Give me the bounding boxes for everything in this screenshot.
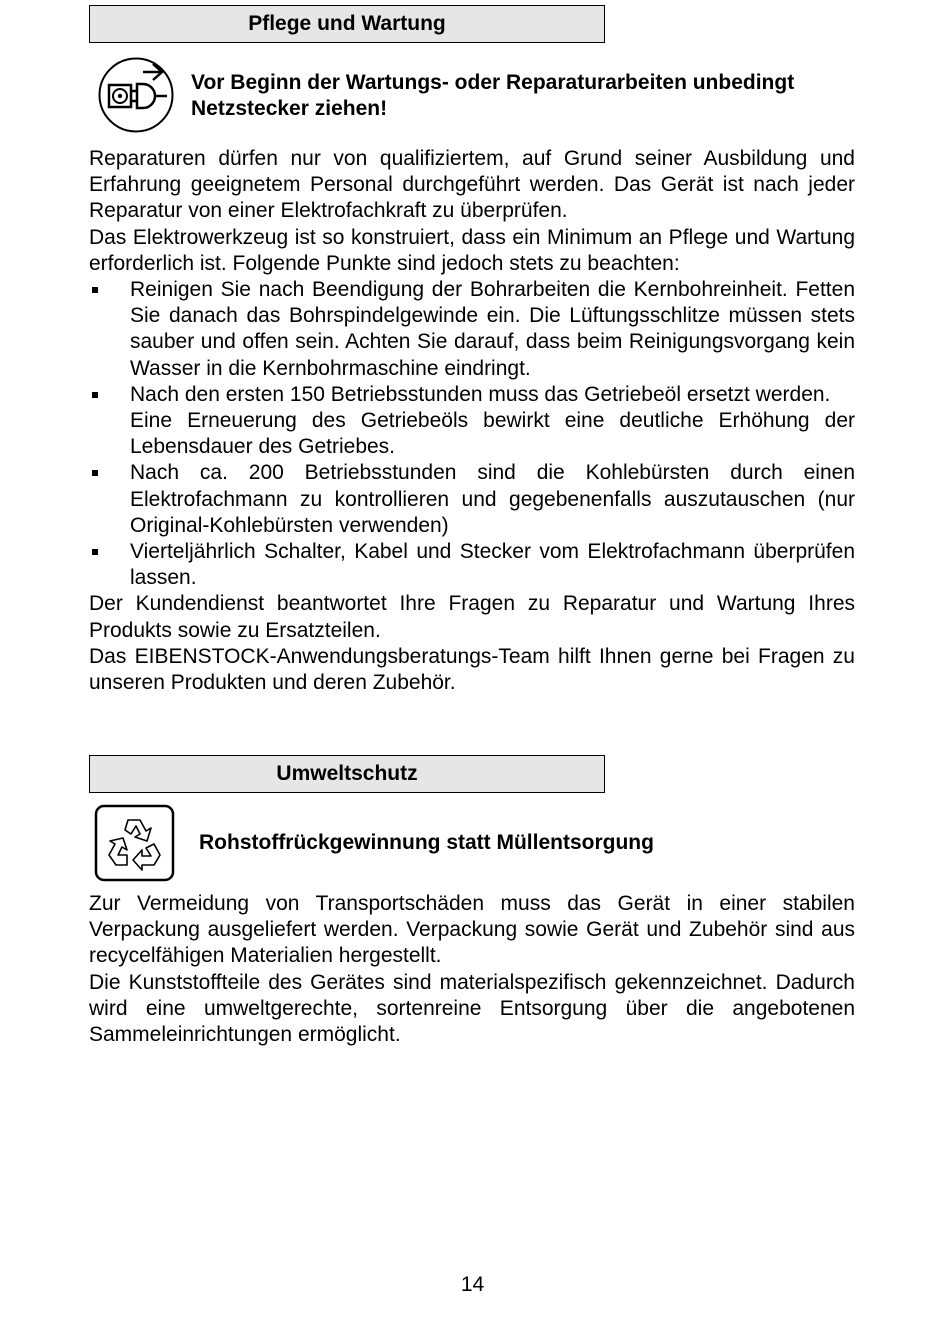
recycle-icon (94, 804, 176, 887)
care-outro-paragraph: Der Kundendienst beantwortet Ihre Fragen zu Reparatur und Wartung Ihres Produkts sowie zu Ersatzteilen. (89, 592, 855, 642)
environment-body (89, 891, 855, 1048)
list-item (89, 460, 855, 539)
care-outro-paragraph: Das EIBENSTOCK-Anwendungsberatungs-Team hilft Ihnen gerne bei Fragen zu unseren Produkten und deren Zubehör. (89, 644, 855, 695)
list-item-text: Nach ca. 200 Betriebsstunden sind die Kohlebürsten durch einen Elektrofachmann zu kontrollieren und gegebenenfalls auszutauschen (nur Original-Kohlebürsten verwenden) (130, 461, 855, 537)
care-body (89, 146, 855, 696)
environment-paragraph: Die Kunststoffteile des Gerätes sind materialspezifisch gekennzeichnet. Dadurch wird eine umweltgerechte, sortenreine Entsorgung über die angebotenen Sammeleinrichtungen ermöglicht. (89, 970, 855, 1047)
list-item-text: Eine Erneuerung des Getriebeöls bewirkt eine deutliche Erhöhung der Lebensdauer des Getriebes. (130, 409, 855, 459)
list-item (89, 277, 855, 382)
unplug-icon (97, 56, 177, 139)
list-item (89, 539, 855, 591)
environment-paragraph: Zur Vermeidung von Transportschäden muss das Gerät in einer stabilen Verpackung ausgeliefert werden. Verpackung sowie Gerät und Zubehör sind aus recycelfähigen Materialien hergestellt. (89, 892, 855, 968)
bullet-square-icon (92, 392, 98, 398)
page-number: 14 (460, 1273, 485, 1296)
bullet-square-icon (92, 470, 98, 476)
environment-subtitle: Rohstoffrückgewinnung statt Müllentsorgung (199, 831, 654, 854)
list-item-text: Nach den ersten 150 Betriebsstunden muss das Getriebeöl ersetzt werden. (130, 382, 831, 406)
bullet-square-icon (92, 287, 98, 293)
list-item-text: Reinigen Sie nach Beendigung der Bohrarbeiten die Kernbohreinheit. Fetten Sie danach das Bohrspindelgewinde ein. Die Lüftungsschlitze müssen stets sauber und offen sein. Achten Sie darauf, dass beim Reinigungsvorgang kein Wasser in die Kernbohrmaschine eindringt. (130, 278, 855, 380)
care-intro-paragraph: Das Elektrowerkzeug ist so konstruiert, dass ein Minimum an Pflege und Wartung erforderlich ist. Folgende Punkte sind jedoch stets zu beachten: (89, 225, 855, 275)
maintenance-warning: Vor Beginn der Wartungs- oder Reparaturarbeiten unbedingt Netzstecker ziehen! (191, 71, 795, 120)
section-title-environment: Umweltschutz (89, 755, 605, 793)
list-item (89, 382, 855, 461)
section-title-care: Pflege und Wartung (89, 5, 605, 43)
bullet-square-icon (92, 549, 98, 555)
care-intro-paragraph: Reparaturen dürfen nur von qualifiziertem, auf Grund seiner Ausbildung und Erfahrung geeignetem Personal durchgeführt werden. Das Gerät ist nach jeder Reparatur von einer Elektrofachkraft zu überprüfen. (89, 147, 855, 223)
list-item-text: Vierteljährlich Schalter, Kabel und Stecker vom Elektrofachmann überprüfen lassen. (130, 540, 855, 590)
care-bullet-list (89, 277, 855, 591)
